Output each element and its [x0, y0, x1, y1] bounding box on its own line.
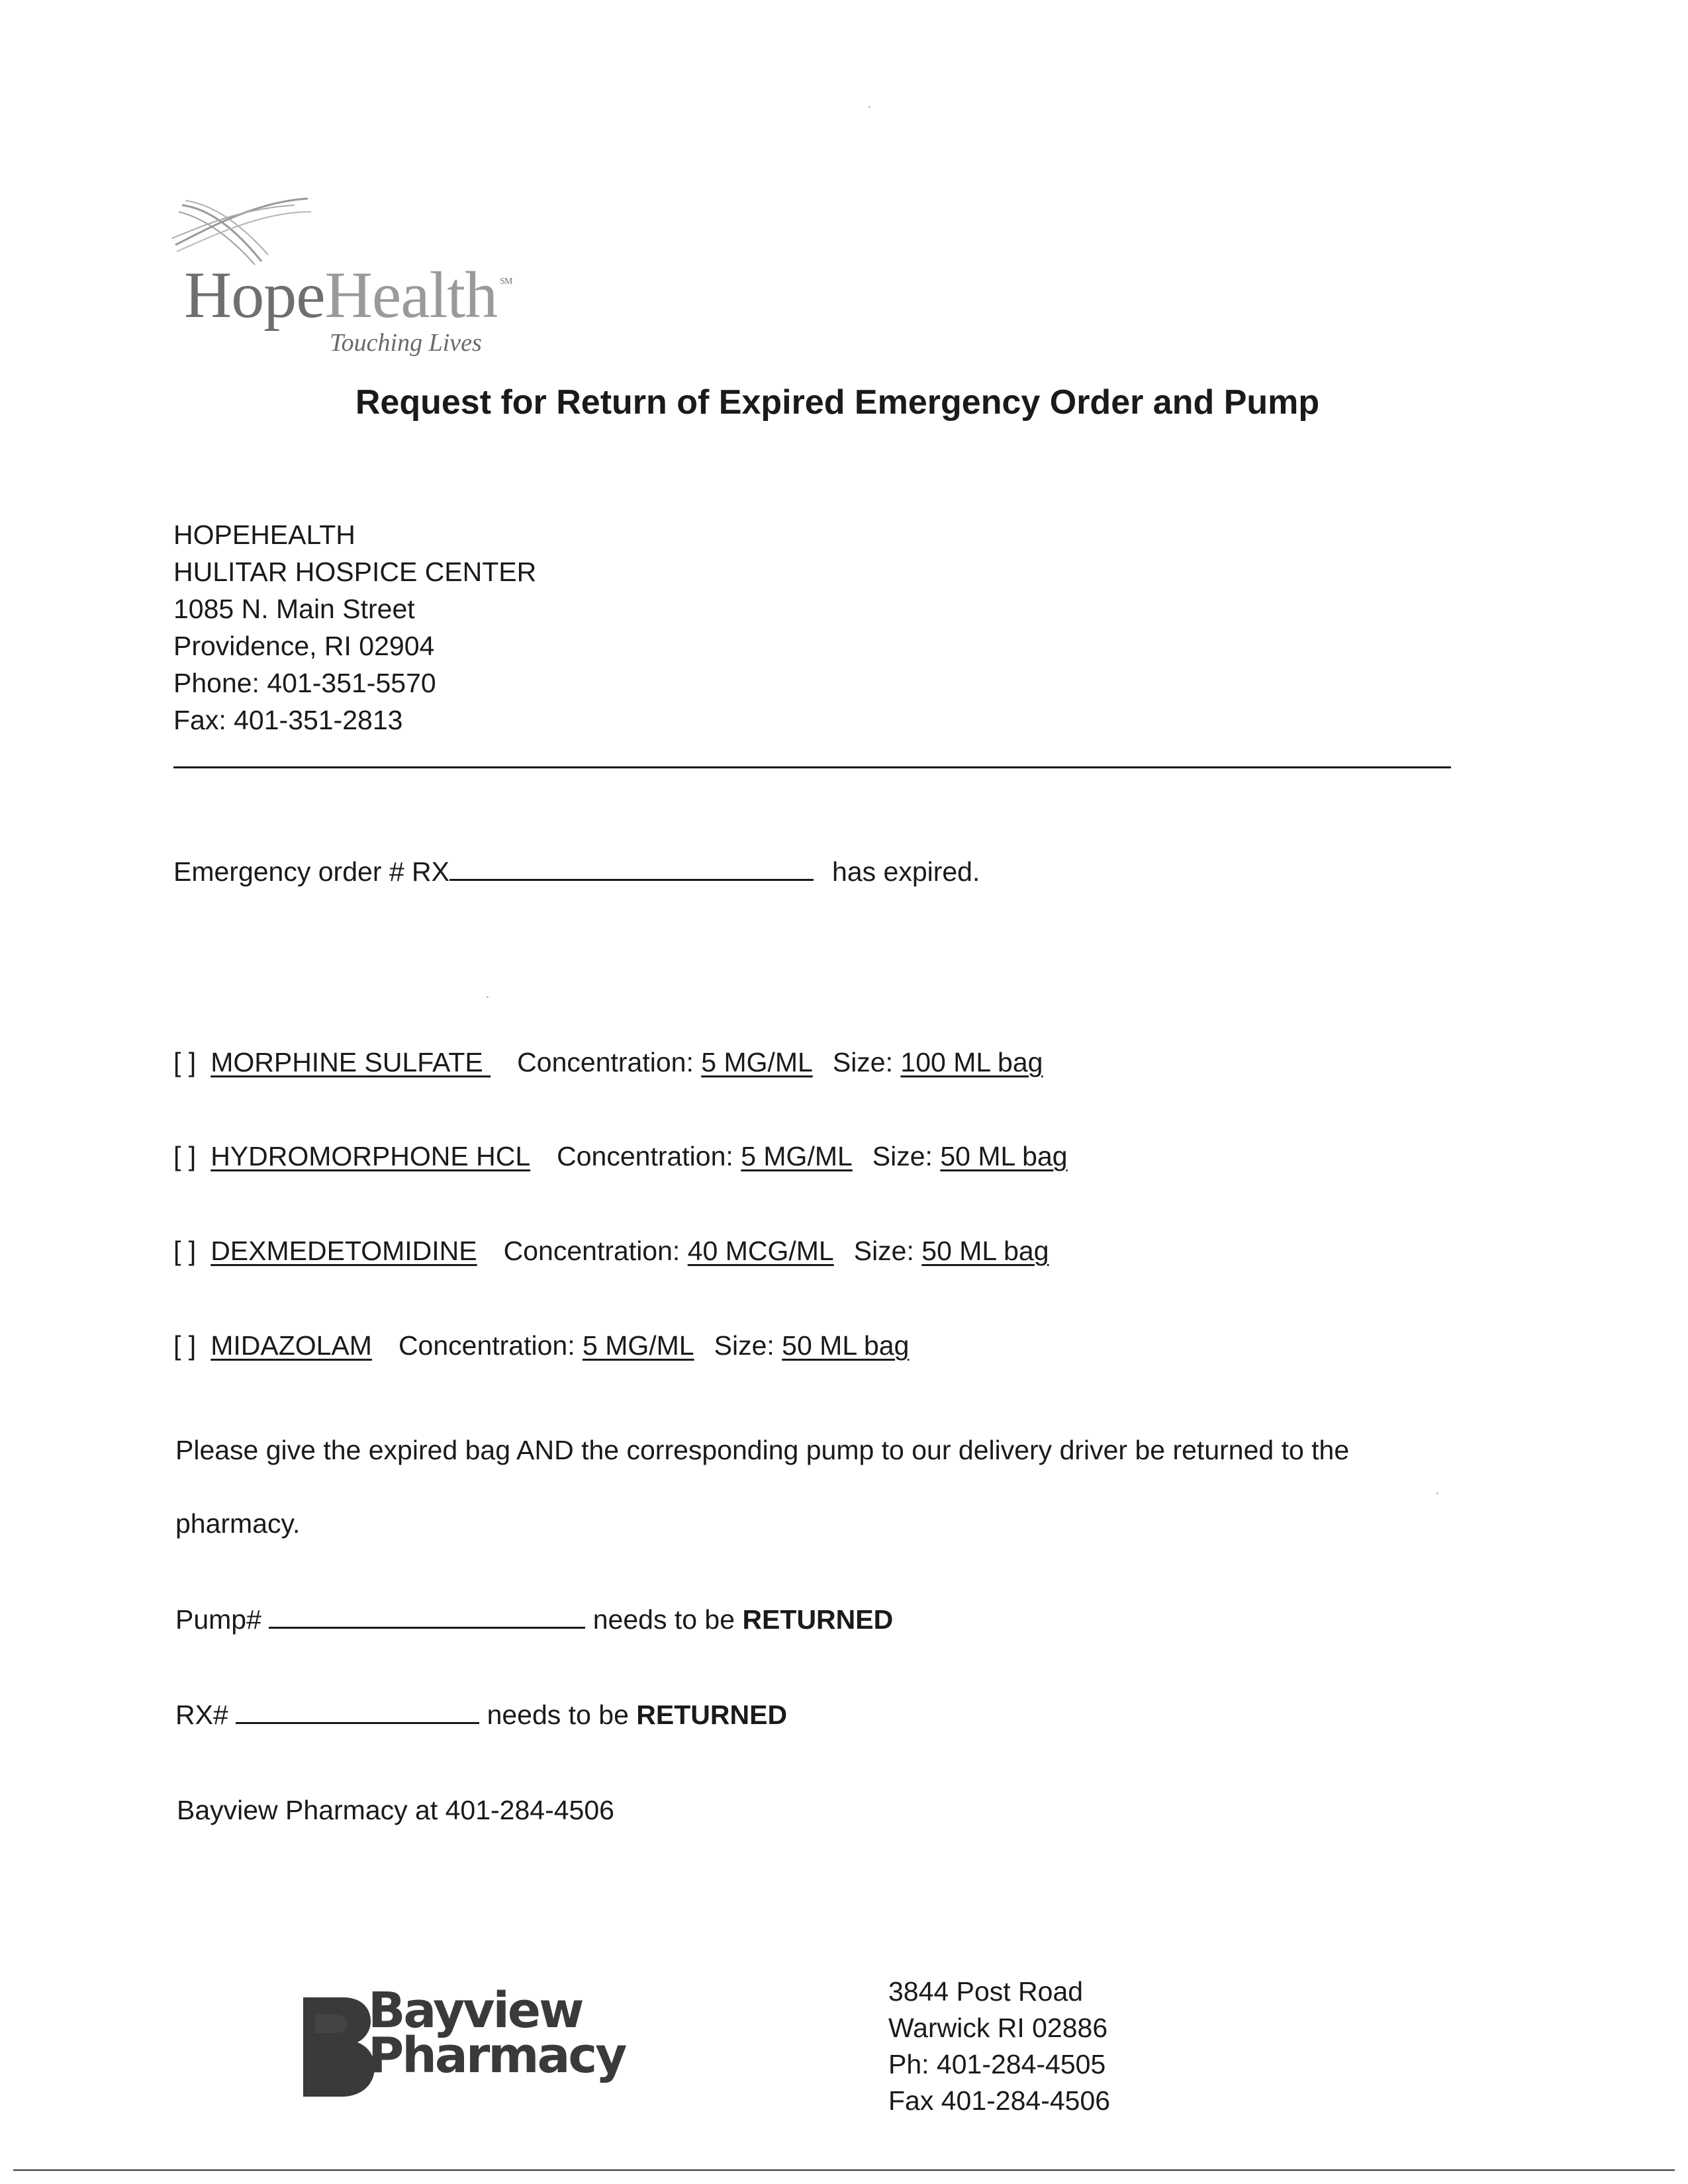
pump-number-field[interactable]	[269, 1626, 585, 1629]
medication-row	[173, 1044, 1043, 1081]
returned-label: RETURNED	[636, 1700, 788, 1730]
footer-divider	[13, 2169, 1675, 2171]
concentration-value: 5 MG/ML	[741, 1141, 853, 1171]
medication-checkbox[interactable]: [ ]	[173, 1236, 197, 1266]
pharmacy-contact: Bayview Pharmacy at 401-284-4506	[177, 1795, 614, 1825]
returned-label: RETURNED	[742, 1604, 894, 1635]
header-divider	[173, 766, 1451, 768]
size-label: Size:	[853, 1236, 914, 1266]
emergency-order-label: Emergency order # RX	[173, 856, 450, 887]
address-line: HULITAR HOSPICE CENTER	[173, 557, 537, 587]
needs-to-be-label: needs to be	[487, 1700, 629, 1730]
concentration-label: Concentration:	[398, 1330, 575, 1361]
rx-return-number-field[interactable]	[236, 1721, 479, 1724]
address-phone: Phone: 401-351-5570	[173, 668, 436, 698]
instructions-line-2: pharmacy.	[175, 1508, 301, 1539]
concentration-value: 5 MG/ML	[701, 1047, 813, 1077]
medication-checkbox[interactable]: [ ]	[173, 1330, 197, 1361]
bayview-address-block	[888, 1974, 1110, 2119]
hospice-address-block	[173, 516, 536, 739]
medication-name: HYDROMORPHONE HCL	[211, 1141, 531, 1171]
bayview-pharmacy-wordmark	[368, 1982, 626, 2084]
medication-row	[173, 1138, 1068, 1175]
concentration-value: 40 MCG/ML	[687, 1236, 834, 1266]
expired-label: has expired.	[832, 856, 980, 887]
bayview-logo-line: Bayview	[368, 1982, 583, 2039]
hopehealth-logo-wordmark: HopeHealth ℠	[184, 258, 512, 332]
size-value: 100 ML bag	[900, 1047, 1043, 1077]
scan-speck	[487, 996, 489, 998]
size-label: Size:	[714, 1330, 774, 1361]
size-value: 50 ML bag	[782, 1330, 910, 1361]
bayview-fax: Fax 401-284-4506	[888, 2085, 1111, 2116]
concentration-label: Concentration:	[503, 1236, 680, 1266]
page-title: Request for Return of Expired Emergency Order and Pump	[355, 383, 1320, 422]
rx-number-field[interactable]	[449, 878, 814, 881]
size-label: Size:	[832, 1047, 893, 1077]
address-fax: Fax: 401-351-2813	[173, 705, 403, 735]
concentration-value: 5 MG/ML	[583, 1330, 694, 1361]
size-label: Size:	[872, 1141, 933, 1171]
medication-checkbox[interactable]: [ ]	[173, 1047, 197, 1077]
medication-name: DEXMEDETOMIDINE	[211, 1236, 477, 1266]
pump-return-line	[175, 1602, 893, 1638]
concentration-label: Concentration:	[557, 1141, 733, 1171]
bayview-phone: Ph: 401-284-4505	[888, 2049, 1106, 2079]
rx-label: RX#	[175, 1700, 228, 1730]
size-value: 50 ML bag	[940, 1141, 1068, 1171]
bayview-logo-line: Pharmacy	[368, 2027, 626, 2084]
rx-return-line	[175, 1697, 787, 1733]
address-line: 1085 N. Main Street	[173, 594, 415, 624]
scan-speck	[868, 106, 870, 108]
medication-row	[173, 1328, 909, 1364]
medication-name: MORPHINE SULFATE	[211, 1047, 491, 1077]
medication-checkbox[interactable]: [ ]	[173, 1141, 197, 1171]
bayview-street: 3844 Post Road	[888, 1976, 1084, 2007]
pump-label: Pump#	[175, 1604, 261, 1635]
concentration-label: Concentration:	[517, 1047, 694, 1077]
medication-row	[173, 1233, 1049, 1269]
emergency-order-line	[173, 854, 980, 890]
address-line: HOPEHEALTH	[173, 520, 355, 550]
size-value: 50 ML bag	[921, 1236, 1049, 1266]
needs-to-be-label: needs to be	[592, 1604, 735, 1635]
medication-name: MIDAZOLAM	[211, 1330, 372, 1361]
address-line: Providence, RI 02904	[173, 631, 435, 661]
instructions-line-1: Please give the expired bag AND the corresponding pump to our delivery driver be returned to the	[175, 1435, 1350, 1465]
bayview-city: Warwick RI 02886	[888, 2013, 1108, 2043]
hopehealth-tagline: Touching Lives	[330, 329, 482, 357]
scan-speck	[1436, 1492, 1438, 1494]
